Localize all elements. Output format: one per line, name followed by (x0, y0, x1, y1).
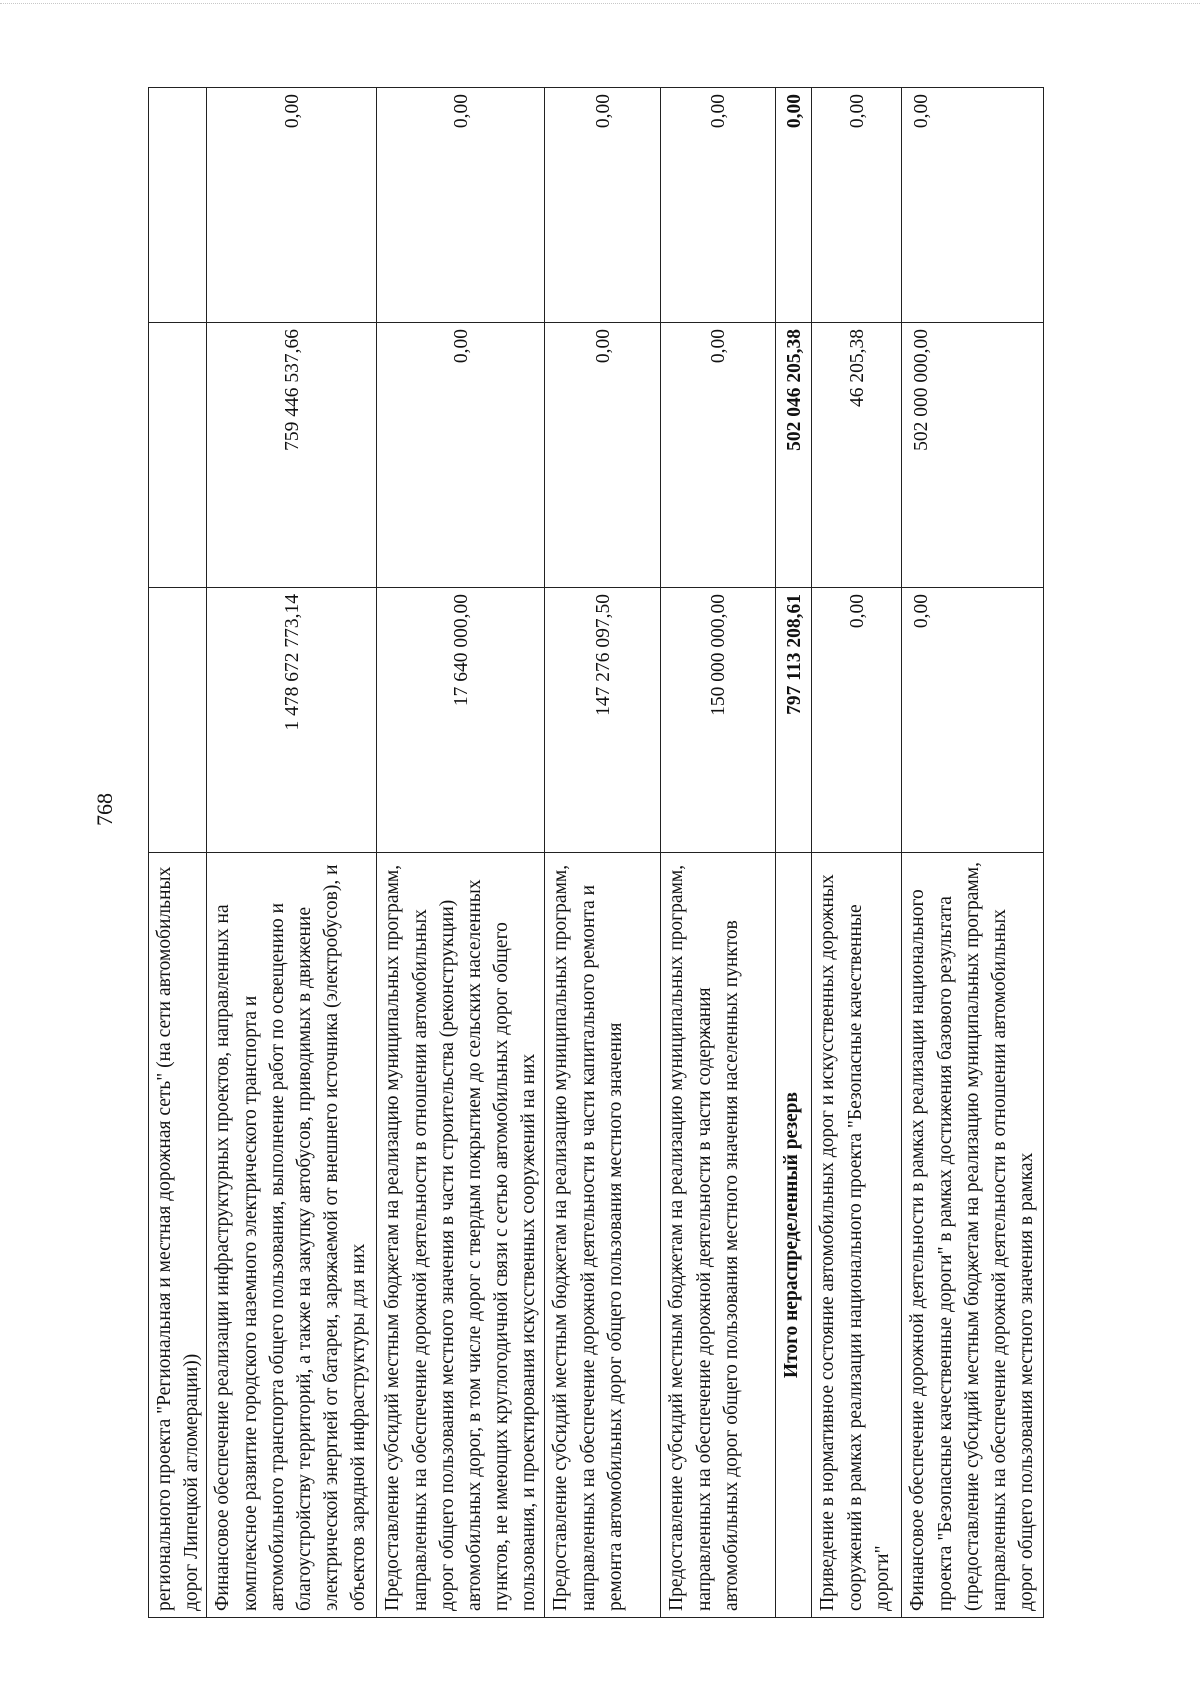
row-description: Финансовое обеспечение реализации инфраструктурных проектов, направленных на комплексное развитие городского наземного электрического транспорта и автомобильного транспорта общего пользования, выполнение работ по освещению и благоустройству территорий, а также на закупку автобусов, приводимых в движение электрической энергией от батареи, заряжаемой от внешнего источника (электробусов), и объектов зарядной инфраструктуры для них (207, 853, 377, 1618)
row-value-col1: 147 276 097,50 (545, 588, 661, 853)
row-value-col2: 46 205,38 (812, 323, 902, 588)
row-value-col2: 0,00 (661, 323, 776, 588)
row-value-col3: 0,00 (902, 88, 1044, 323)
row-value-col1: 0,00 (902, 588, 1044, 853)
row-description: Приведение в нормативное состояние автомобильных дорог и искусственных дорожных сооружений в рамках реализации национального проекта "Безопасные качественные дороги" (812, 853, 902, 1618)
row-description: регионального проекта "Региональная и местная дорожная сеть" (на сети автомобильных дорог Липецкой агломерации)) (149, 853, 207, 1618)
table-row-total (776, 88, 812, 1618)
row-value-col3: 0,00 (661, 88, 776, 323)
row-value-col1: 1 478 672 773,14 (207, 588, 377, 853)
row-value-col2: 759 446 537,66 (207, 323, 377, 588)
row-value-col1 (149, 588, 207, 853)
scan-edge-line (0, 3, 1200, 4)
total-value-col3: 0,00 (776, 88, 812, 323)
row-value-col2: 0,00 (545, 323, 661, 588)
total-label: Итого нераспределенный резерв (776, 853, 812, 1618)
row-value-col2: 502 000 000,00 (902, 323, 1044, 588)
table-row (149, 88, 207, 1618)
row-value-col1: 150 000 000,00 (661, 588, 776, 853)
row-value-col3: 0,00 (377, 88, 545, 323)
table-row (661, 88, 776, 1618)
total-value-col2: 502 046 205,38 (776, 323, 812, 588)
row-value-col3: 0,00 (207, 88, 377, 323)
row-description: Финансовое обеспечение дорожной деятельности в рамках реализации национального проекта "Безопасные качественные дороги" в рамках достижения базового результата (предоставление субсидий местным бюджетам на реализацию муниципальных программ, направленных на обеспечение дорожной деятельности в отношении автомобильных дорог общего пользования местного значения в рамках (902, 853, 1044, 1618)
row-value-col1: 17 640 000,00 (377, 588, 545, 853)
page-number: 768 (92, 793, 117, 826)
row-value-col2 (149, 323, 207, 588)
table-row (207, 88, 377, 1618)
budget-table-rotated (148, 88, 1038, 1618)
row-description: Предоставление субсидий местным бюджетам на реализацию муниципальных программ, направленных на обеспечение дорожной деятельности в отношении автомобильных дорог общего пользования местного значения в части строительства (реконструкции) автомобильных дорог, в том числе дорог с твердым покрытием до сельских населенных пунктов, не имеющих круглогодичной связи с сетью автомобильных дорог общего пользования, и проектирования искусственных сооружений на них (377, 853, 545, 1618)
table-row (902, 88, 1044, 1618)
table-row (545, 88, 661, 1618)
budget-table (148, 87, 1044, 1618)
row-description: Предоставление субсидий местным бюджетам на реализацию муниципальных программ, направленных на обеспечение дорожной деятельности в части капитального ремонта и ремонта автомобильных дорог общего пользования местного значения (545, 853, 661, 1618)
row-value-col2: 0,00 (377, 323, 545, 588)
row-value-col3 (149, 88, 207, 323)
row-value-col3: 0,00 (812, 88, 902, 323)
row-value-col3: 0,00 (545, 88, 661, 323)
table-row (812, 88, 902, 1618)
row-description: Предоставление субсидий местным бюджетам на реализацию муниципальных программ, направленных на обеспечение дорожной деятельности в части содержания автомобильных дорог общего пользования местного значения населенных пунктов (661, 853, 776, 1618)
row-value-col1: 0,00 (812, 588, 902, 853)
total-value-col1: 797 113 208,61 (776, 588, 812, 853)
table-row (377, 88, 545, 1618)
